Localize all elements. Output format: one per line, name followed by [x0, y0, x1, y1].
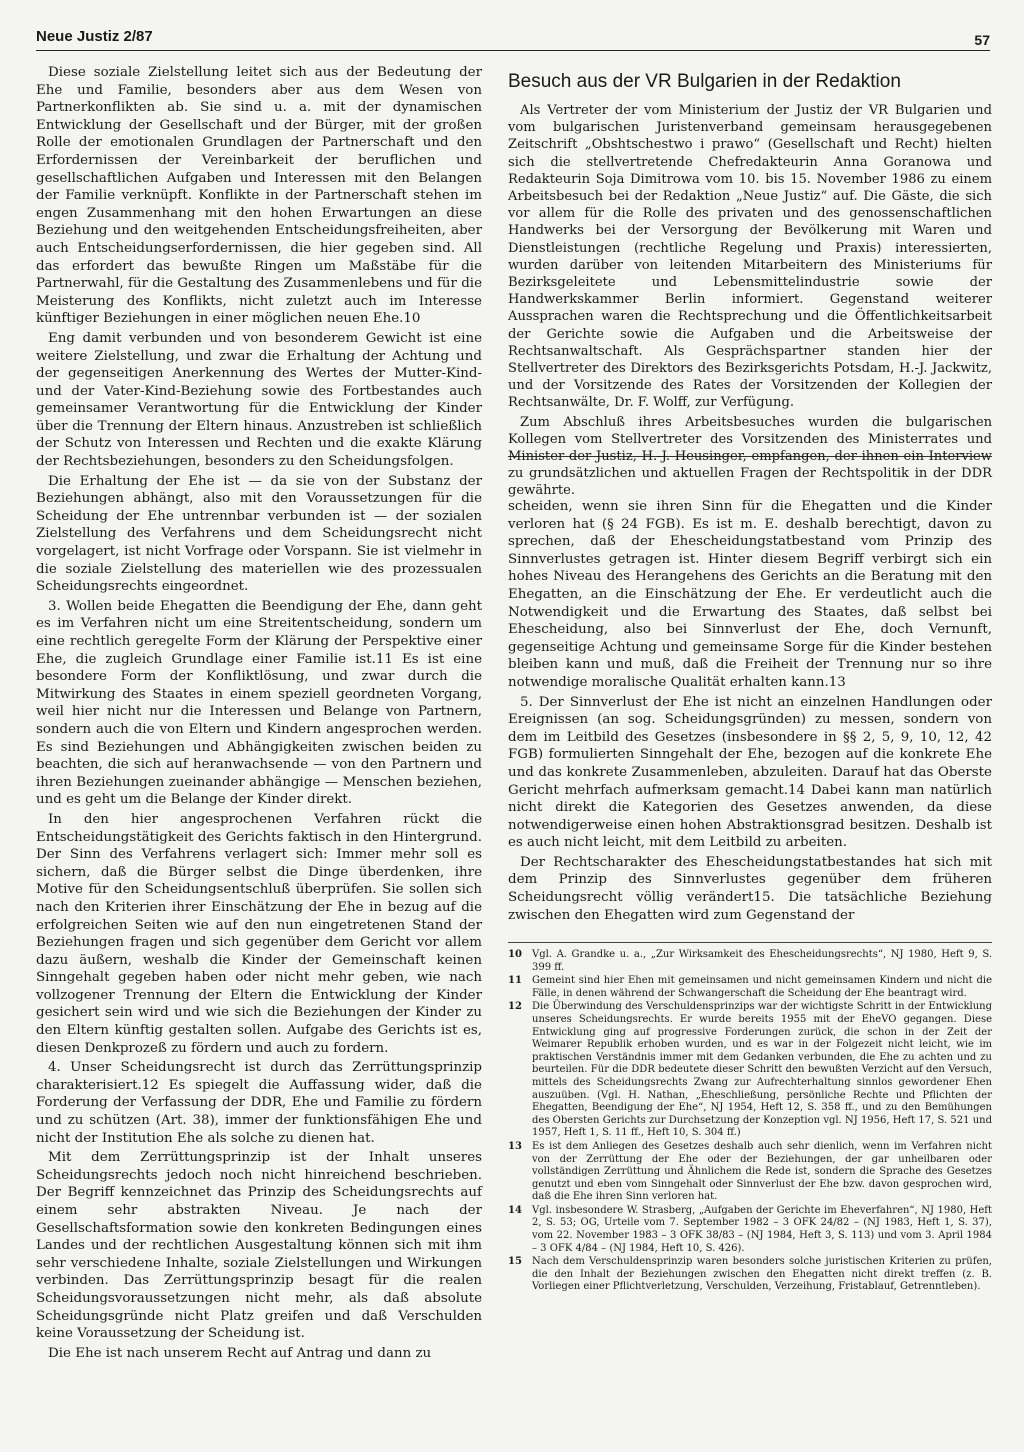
paragraph: Die Erhaltung der Ehe ist — da sie von der Substanz der Beziehungen abhängt, also mit den Voraussetzungen für die Scheidung der Ehe untrennbar verbunden ist — der sozialen Zielstellung des Verfahrens und dem Scheidungsrecht nicht vorgelagert, ist nicht Vorfrage oder Vorspann. Sie ist vielmehr in die soziale Zielstellung des materiellen wie des prozessualen Scheidungsrechts eingeordnet. [36, 473, 482, 595]
footnote [508, 1001, 992, 1140]
footnote-number: 13 [508, 1140, 522, 1152]
footnote-text: Es ist dem Anliegen des Gesetzes deshalb auch sehr dienlich, wenn im Verfahren nicht von der Zerrüttung der Ehe oder der Beziehungen, der gar unheilbaren oder vollständigen Zerrüttung und Ähnlichem die Rede ist, sondern die Sprache des Gesetzes genutzt und eben vom Sinngehalt oder Sinnverlust der Ehe bzw. davon gesprochen wird, daß die Ehe ihren Sinn verloren hat. [532, 1140, 992, 1203]
paragraph: 5. Der Sinnverlust der Ehe ist nicht an einzelnen Handlungen oder Ereignissen (an sog. Scheidungsgründen) zu messen, sondern von dem im Leitbild des Gesetzes (insbesondere in §§ 2, 5, 9, 10, 12, 42 FGB) formulierten Sinngehalt der Ehe, bezogen auf die konkrete Ehe und das konkrete Zusammenleben, abzuleiten. Darauf hat das Oberste Gericht mehrfach aufmerksam gemacht.14 Dabei kann man natürlich nicht direkt die Kategorien des Gesetzes anwenden, da diese notwendigerweise einen hohen Abstraktionsgrad besitzen. Deshalb ist es auch nicht leicht, mit dem Leitbild zu arbeiten. [508, 694, 992, 851]
paragraph: scheiden, wenn sie ihren Sinn für die Ehegatten und die Kinder verloren hat (§ 24 FGB). Es ist m. E. deshalb berechtigt, davon zu sprechen, daß der Ehescheidungstatbestand vom Prinzip des Sinnverlustes getragen ist. Hinter diesem Begriff verbirgt sich ein hohes Niveau des Herangehens des Gerichts an die Beratung mit den Ehegatten, an die Einschätzung der Ehe. Er verdeutlicht auch die Notwendigkeit und die Erwartung des Staates, daß selbst bei Ehescheidung, also bei Sinnverlust der Ehe, doch Vernunft, gegenseitige Achtung und gemeinsame Sorge für die Kinder bestehen bleiben kann und muß, daß die Freiheit der Trennung nur so ihre notwendige moralische Qualität erhalten kann.13 [508, 499, 992, 690]
paragraph: Der Rechtscharakter des Ehescheidungstatbestandes hat sich mit dem Prinzip des Sinnverlustes gegenüber dem früheren Scheidungsrecht völlig verändert15. Die tatsächliche Beziehung zwischen den Ehegatten wird zum Gegenstand der [508, 854, 992, 923]
footnotes [508, 942, 992, 1389]
paragraph: Mit dem Zerrüttungsprinzip ist der Inhalt unseres Scheidungsrechts jedoch noch nicht hinreichend beschrieben. Der Begriff kennzeichnet das Prinzip des Scheidungsrechts auf einem sehr abstrakten Niveau. Je nach der Gesellschaftsformation sowie den konkreten Bedingungen eines Landes und der rechtlichen Ausgestaltung können sich mit ihm sehr verschiedene Inhalte, soziale Zielstellungen und Wirkungen verbinden. Das Zerrüttungsprinzip besagt für die realen Scheidungsvoraussetzungen nicht mehr, als daß absolute Scheidungsgründe nicht Platz greifen und daß Verschulden keine Voraussetzung der Scheidung ist. [36, 1150, 482, 1342]
footnote-number: 11 [508, 975, 522, 987]
page-number: 57 [974, 32, 990, 48]
footnote-list [508, 949, 992, 1294]
paragraph: Eng damit verbunden und von besonderem Gewicht ist eine weitere Zielstellung, und zwar die Erhaltung der Achtung und der gegenseitigen Anerkennung des Wertes der Mutter-Kind- und der Vater-Kind-Beziehung sowie des Fortbestandes auch gemeinsamer Verantwortung für die Entwicklung der Kinder über die Trennung der Eltern hinaus. Anzustreben ist schließlich der Schutz von Interessen und Rechten und die exakte Klärung der Rechtsbeziehungen, besonders zu den Scheidungsfolgen. [36, 330, 482, 470]
footnote-number: 10 [508, 949, 522, 960]
news-box [508, 64, 992, 499]
footnote [508, 949, 992, 974]
journal-title: Neue Justiz 2/87 [36, 28, 153, 45]
footnote [508, 975, 992, 1000]
footnote-number: 14 [508, 1204, 522, 1216]
page-header [36, 28, 990, 51]
news-box-paragraph: Zum Abschluß ihres Arbeitsbesuches wurden die bulgarischen Kollegen vom Stellvertreter des Vorsitzenden des Ministerrates und Minister der Justiz, H.-J. Heusinger, empfangen, der ihnen ein Interview zu grundsätzlichen und aktuellen Fragen der Rechtspolitik in der DDR gewährte. [508, 414, 992, 499]
footnote-text: Vgl. A. Grandke u. a., „Zur Wirksamkeit des Ehescheidungsrechts“, NJ 1980, Heft 9, S. 399 ff. [532, 949, 992, 973]
paragraph: Die Ehe ist nach unserem Recht auf Antrag und dann zu [48, 1345, 432, 1361]
right-column [508, 498, 992, 934]
footnote-number: 12 [508, 1001, 522, 1013]
footnote-text: Die Überwindung des Verschuldensprinzips war der wichtigste Schritt in der Entwicklung unseres Scheidungsrechts. Er wurde bereits 1955 mit der EheVO gegangen. Diese Entwicklung ging auf progressive Forderungen zurück, die schon in der Zeit der Weimarer Republik erhoben wurden, und es war in der Folgezeit nicht leicht, wie im praktischen Verständnis immer mit dem Gedanken verbunden, die Ehe zu achten und zu beurteilen. Für die DDR bedeutete dieser Schritt den bewußten Verzicht auf den Versuch, mittels des Scheidungsrechts Zwang zur Aufrechterhaltung sinnlos gewordener Ehen auszuüben. (Vgl. H. Nathan, „Eheschließung, persönliche Rechte und Pflichten der Ehegatten, Beendigung der Ehe“, NJ 1954, Heft 12, S. 358 ff., und zu den Bemühungen des Obersten Gerichts zur Durchsetzung der Konzeption vgl. NJ 1956, Heft 17, S. 521 und 1957, Heft 1, S. 11 ff., Heft 10, S. 304 ff.) [532, 1001, 992, 1139]
news-box-heading: Besuch aus der VR Bulgarien in der Redaktion [508, 71, 901, 92]
paragraph: 4. Unser Scheidungsrecht ist durch das Zerrüttungsprinzip charakterisiert.12 Es spiegelt die Auffassung wider, daß die Forderung der Verfassung der DDR, Ehe und Familie zu fördern und zu schützen (Art. 38), immer der funktionsfähigen Ehe und nicht der Institution Ehe als solche zu dienen hat. [36, 1060, 482, 1146]
paragraph: In den hier angesprochenen Verfahren rückt die Entscheidungstätigkeit des Gerichts faktisch in den Hintergrund. Der Sinn des Verfahrens verlagert sich: Immer mehr soll es sichern, daß die Bürger selbst die Dinge überdenken, ihre Motive für den Scheidungsentschluß überprüfen. Sie sollen sich nach den Kriterien ihrer Einschätzung der Ehe in bezug auf die erfolgreichen Seiten wie auf den nun eingetretenen Stand der Beziehungen fragen und sich gegenüber dem Gericht vor allem dazu äußern, weshalb die Kinder der Gemeinschaft keinen Sinngehalt gegeben haben oder nicht mehr geben, wie nach vollzogener Trennung der Eltern die Entwicklung der Kinder gesichert sein wird und wie sich die Beziehungen der Kinder zu den Eltern künftig gestalten sollen. Aufgabe des Gerichts ist es, diesen Denkprozeß zu fördern und auch zu fordern. [36, 811, 482, 1056]
footnote [508, 1141, 992, 1204]
footnote [508, 1205, 992, 1255]
news-box-paragraph: Als Vertreter der vom Ministerium der Justiz der VR Bulgarien und vom bulgarischen Juristenverband gemeinsam herausgegebenen Zeitschrift „Obshtschestwo i prawo“ (Gesellschaft und Recht) hielten sich die stellvertretende Chefredakteurin Anna Goranowa und Redakteurin Soja Dimitrowa vom 10. bis 15. November 1986 zu einem Arbeitsbesuch bei der Redaktion „Neue Justiz“ auf. Die Gäste, die sich vor allem für die Rolle des privaten und des genossenschaftlichen Handwerks bei der Versorgung der Bevölkerung mit Waren und Dienstleistungen (rechtliche Regelung und Praxis) interessierten, wurden darüber von leitenden Mitarbeitern des Ministeriums für Bezirksgeleitete und Lebensmittelindustrie sowie der Handwerkskammer Berlin informiert. Gegenstand weiterer Aussprachen waren die Rechtsprechung und die Öffentlichkeitsarbeit der Gerichte sowie die Aufgaben und die Arbeitsweise der Rechtsanwaltschaft. Als Gesprächspartner standen hier der Stellvertreter des Direktors des Bezirksgerichts Potsdam, H.-J. Jackwitz, und der Vorsitzende des Rates der Vorsitzenden der Kollegien der Rechtsanwälte, Dr. F. Wolff, zur Verfügung. [508, 103, 992, 411]
footnote [508, 1256, 992, 1294]
footnote-text: Vgl. insbesondere W. Strasberg, „Aufgaben der Gerichte im Eheverfahren“, NJ 1980, Heft 2, S. 53; OG, Urteile vom 7. September 1982 – 3 OFK 24/82 – (NJ 1983, Heft 1, S. 37), vom 22. November 1983 – 3 OFK 38/83 – (NJ 1984, Heft 3, S. 113) und vom 3. April 1984 – 3 OFK 4/84 – (NJ 1984, Heft 10, S. 426). [532, 1204, 992, 1254]
paragraph: Diese soziale Zielstellung leitet sich aus der Bedeutung der Ehe und Familie, besonders aber aus dem Wesen von Partnerkonflikten ab. Sie sind u. a. mit der dynamischen Entwicklung der Gesellschaft und der Bürger, mit der großen Rolle der emotionalen Grundlagen der Partnerschaft und den Erfordernissen der Vereinbarkeit der beruflichen und gesellschaftlichen Aufgaben und Interessen mit den Belangen der Familie verknüpft. Konflikte in der Partnerschaft stehen im engen Zusammenhang mit den hohen Erwartungen an diese Beziehung und den weitgehenden Entscheidungsfreiheiten, aber auch Entscheidungserfordernissen, die hier gegeben sind. All das erfordert das bewußte Ringen um Maßstäbe für die Partnerwahl, für die Gestaltung des Zusammenlebens und für die Meisterung des Konflikts, nicht zuletzt auch im Interesse künftiger Beziehungen in einer möglichen neuen Ehe.10 [36, 65, 482, 327]
paragraph: 3. Wollen beide Ehegatten die Beendigung der Ehe, dann geht es im Verfahren nicht um eine Streitentscheidung, sondern um eine rechtlich geregelte Form der Klärung der Perspektive einer Ehe, die zugleich Grundlage einer Familie ist.11 Es ist eine besondere Form der Konfliktlösung, und zwar durch die Mitwirkung des Staates in einem speziell geordneten Vorgang, weil hier nicht nur die Interessen und Belange von Partnern, sondern auch die von Eltern und Kindern angesprochen werden. Es sind Beziehungen und Abhängigkeiten zwischen beiden zu beachten, die sich auf heranwachsende — von den Partnern und ihren Beziehungen zueinander abhängige — Menschen beziehen, und es geht um die Belange der Kinder direkt. [36, 598, 482, 808]
footnote-text: Nach dem Verschuldensprinzip waren besonders solche juristischen Kriterien zu prüfen, die den Inhalt der Beziehungen zwischen den Ehegatten nicht direkt treffen (z. B. Vorliegen einer Pflichtverletzung, Verschulden, Verzeihung, Fristablauf, Getrenntleben). [532, 1256, 992, 1293]
footnote-text: Gemeint sind hier Ehen mit gemeinsamen und nicht gemeinsamen Kindern und nicht die Fälle, in denen während der Schwangerschaft die Scheidung der Ehe beantragt wird. [532, 975, 992, 999]
left-column [36, 64, 482, 1384]
footnote-number: 15 [508, 1256, 522, 1268]
